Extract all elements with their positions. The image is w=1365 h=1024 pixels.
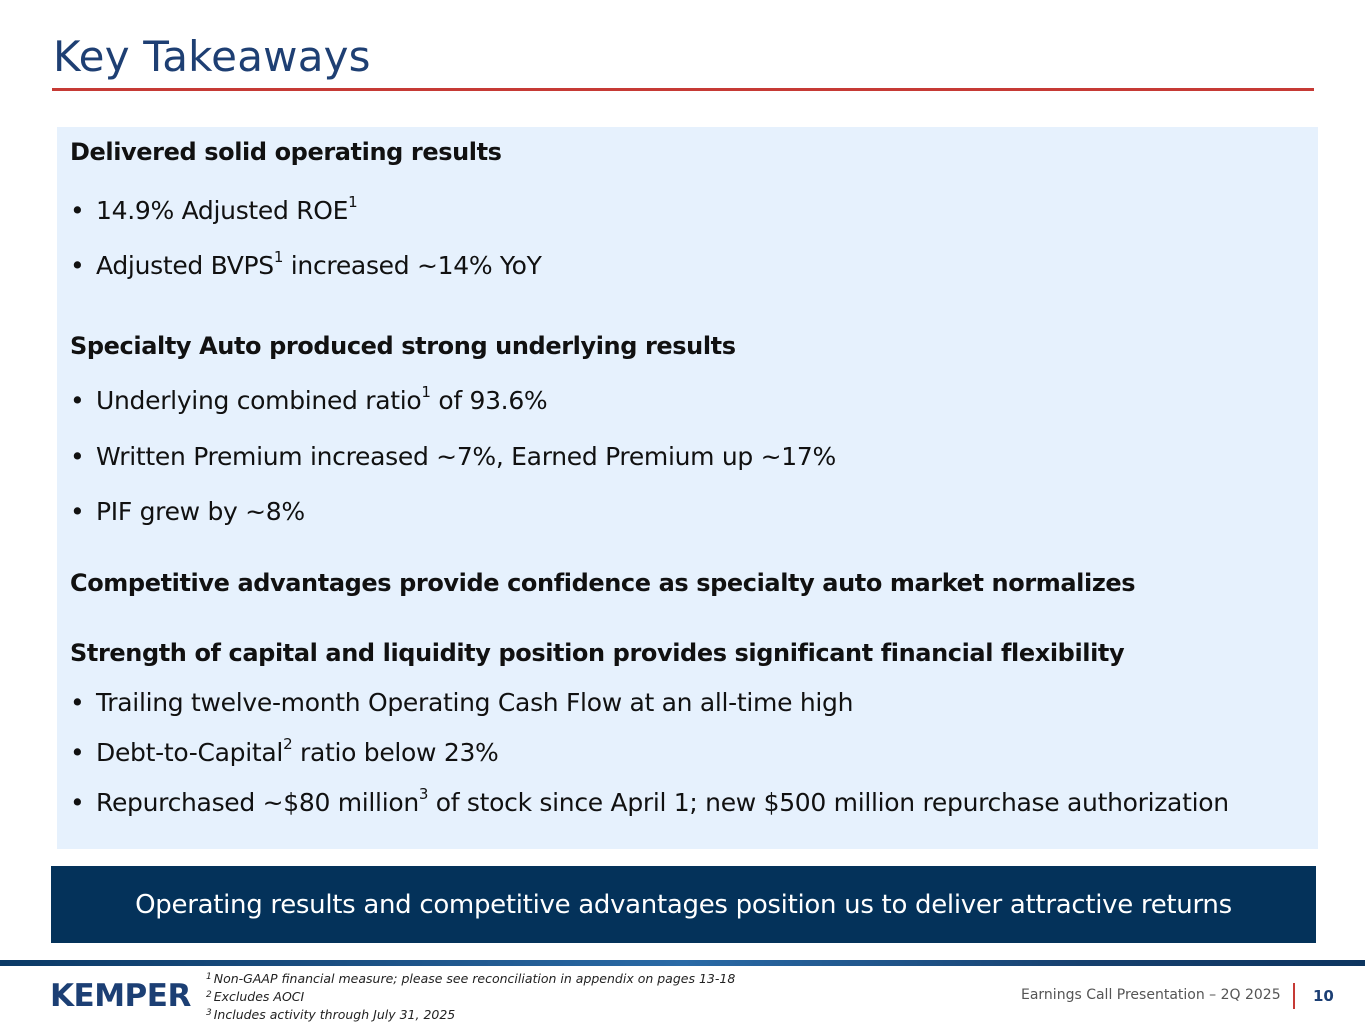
- footnote-ref: 3: [418, 785, 429, 803]
- bullet-item: [70, 193, 358, 225]
- bullet-item: [70, 442, 836, 471]
- bullet-dot: •: [70, 788, 85, 817]
- title-divider: [52, 88, 1314, 91]
- bullet-dot: •: [70, 688, 85, 717]
- bullet-dot: •: [70, 497, 85, 526]
- bullet-text: Repurchased ~$80 million: [96, 788, 419, 817]
- footer-band: [0, 960, 1365, 966]
- footnote: $^2$ Excludes AOCI: [206, 989, 305, 1004]
- footnote: $^3$ Includes activity through July 31, 2025: [206, 1007, 456, 1022]
- bullet-text-suffix: increased ~14% YoY: [283, 251, 542, 280]
- bullet-text: Trailing twelve-month Operating Cash Flow at an all-time high: [96, 688, 854, 717]
- section-heading: Strength of capital and liquidity position provides significant financial flexibility: [70, 639, 1125, 667]
- footer-divider: [1293, 983, 1295, 1009]
- bullet-item: [70, 785, 1229, 817]
- bullet-item: [70, 383, 548, 415]
- presentation-label: Earnings Call Presentation – 2Q 2025: [1021, 987, 1281, 1003]
- bullet-dot: •: [70, 386, 85, 415]
- footnote-ref: 1: [421, 383, 431, 401]
- footnote-ref: 1: [348, 193, 358, 211]
- bullet-dot: •: [70, 442, 85, 471]
- bullet-dot: •: [70, 738, 85, 767]
- bullet-item: [70, 735, 499, 767]
- section-heading: Competitive advantages provide confidence as specialty auto market normalizes: [70, 569, 1136, 597]
- bullet-text: Underlying combined ratio: [96, 386, 422, 415]
- footnote-ref: 1: [273, 248, 284, 266]
- bullet-text: Written Premium increased ~7%, Earned Premium up ~17%: [96, 442, 836, 471]
- footnote: $^1$ Non-GAAP financial measure; please see reconciliation in appendix on pages 13-18: [206, 971, 736, 986]
- bullet-text: Debt-to-Capital: [96, 738, 284, 767]
- bullet-dot: •: [70, 251, 85, 280]
- section-heading: Specialty Auto produced strong underlying results: [70, 332, 736, 360]
- bullet-item: [70, 248, 542, 280]
- bullet-dot: •: [70, 196, 85, 225]
- page-title: Key Takeaways: [53, 32, 371, 81]
- section-heading: Delivered solid operating results: [70, 138, 502, 166]
- callout-banner: [51, 866, 1316, 943]
- bullet-text: 14.9% Adjusted ROE: [96, 196, 349, 225]
- bullet-item: [70, 688, 853, 717]
- bullet-text-suffix: of stock since April 1; new $500 million repurchase authorization: [428, 788, 1229, 817]
- page-number: 10: [1313, 987, 1334, 1005]
- bullet-text-suffix: ratio below 23%: [292, 738, 499, 767]
- footnotes: [206, 970, 735, 1024]
- bullet-text: PIF grew by ~8%: [96, 497, 305, 526]
- footnote-ref: 2: [283, 735, 293, 753]
- bullet-item: [70, 497, 305, 526]
- bullet-text-suffix: of 93.6%: [430, 386, 548, 415]
- kemper-logo: KEMPER: [50, 978, 191, 1014]
- bullet-text: Adjusted BVPS: [96, 251, 274, 280]
- callout-text: Operating results and competitive advantages position us to deliver attractive returns: [135, 889, 1232, 920]
